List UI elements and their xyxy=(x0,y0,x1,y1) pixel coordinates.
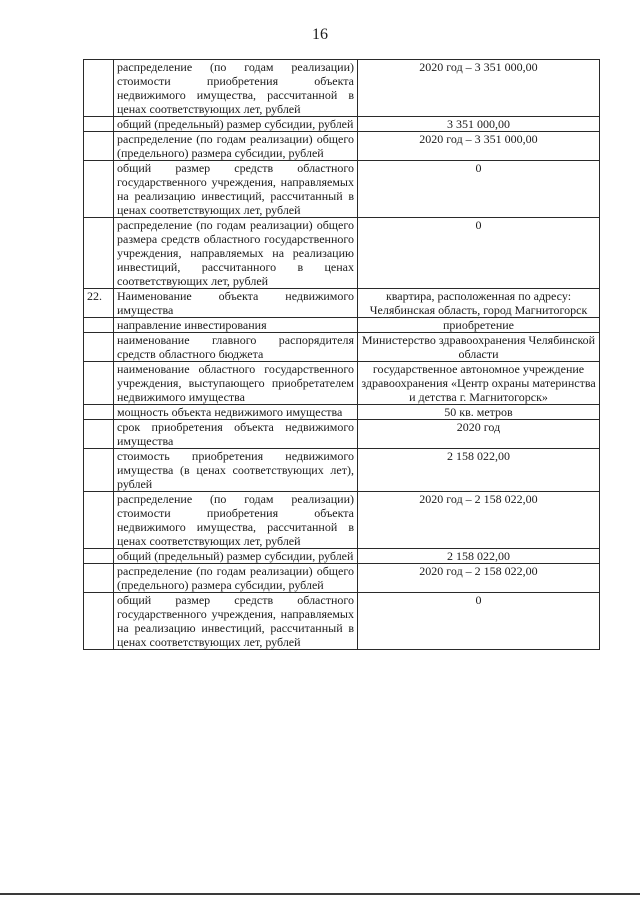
table-row xyxy=(84,318,600,333)
row-label: общий размер средств областного государственного учреждения, направляемых на реализацию инвестиций, рассчитанный в ценах соответствующих лет, рублей xyxy=(114,161,358,218)
row-label: общий (предельный) размер субсидии, рублей xyxy=(114,117,358,132)
row-number xyxy=(84,362,114,405)
investment-table xyxy=(83,59,600,650)
row-number xyxy=(84,117,114,132)
row-value: 3 351 000,00 xyxy=(358,117,600,132)
table-row xyxy=(84,60,600,117)
row-label: общий размер средств областного государственного учреждения, направляемых на реализацию инвестиций, рассчитанный в ценах соответствующих лет, рублей xyxy=(114,593,358,650)
row-number xyxy=(84,593,114,650)
page-bottom-rule xyxy=(0,893,640,895)
row-label: общий (предельный) размер субсидии, рублей xyxy=(114,549,358,564)
row-number xyxy=(84,549,114,564)
row-value: 2020 год – 3 351 000,00 xyxy=(358,60,600,117)
table-row xyxy=(84,117,600,132)
row-number xyxy=(84,333,114,362)
row-number xyxy=(84,132,114,161)
row-number xyxy=(84,492,114,549)
row-number xyxy=(84,449,114,492)
row-value: квартира, расположенная по адресу: Челябинская область, город Магнитогорск xyxy=(358,289,600,318)
row-number xyxy=(84,161,114,218)
row-label: распределение (по годам реализации) общего (предельного) размера субсидии, рублей xyxy=(114,564,358,593)
table-row xyxy=(84,405,600,420)
row-label: наименование областного государственного учреждения, выступающего приобретателем недвижимого имущества xyxy=(114,362,358,405)
row-value: 0 xyxy=(358,161,600,218)
row-value: 2020 год – 3 351 000,00 xyxy=(358,132,600,161)
row-label: направление инвестирования xyxy=(114,318,358,333)
table-row xyxy=(84,132,600,161)
row-label: стоимость приобретения недвижимого имущества (в ценах соответствующих лет), рублей xyxy=(114,449,358,492)
row-label: распределение (по годам реализации) общего (предельного) размера субсидии, рублей xyxy=(114,132,358,161)
table-row xyxy=(84,492,600,549)
row-label: наименование главного распорядителя средств областного бюджета xyxy=(114,333,358,362)
table-row xyxy=(84,362,600,405)
row-value: 2 158 022,00 xyxy=(358,449,600,492)
row-label: Наименование объекта недвижимого имущества xyxy=(114,289,358,318)
row-label: мощность объекта недвижимого имущества xyxy=(114,405,358,420)
row-label: распределение (по годам реализации) стоимости приобретения объекта недвижимого имущества, рассчитанной в ценах соответствующих лет, рублей xyxy=(114,492,358,549)
row-value: 2020 год xyxy=(358,420,600,449)
row-number xyxy=(84,60,114,117)
row-number xyxy=(84,564,114,593)
table-row xyxy=(84,564,600,593)
row-number xyxy=(84,420,114,449)
row-value: государственное автономное учреждение здравоохранения «Центр охраны материнства и детства г. Магнитогорск» xyxy=(358,362,600,405)
row-label: распределение (по годам реализации) стоимости приобретения объекта недвижимого имущества, рассчитанной в ценах соответствующих лет, рублей xyxy=(114,60,358,117)
table-row xyxy=(84,333,600,362)
table-row xyxy=(84,420,600,449)
row-number xyxy=(84,405,114,420)
row-value: приобретение xyxy=(358,318,600,333)
table-row xyxy=(84,549,600,564)
row-label: распределение (по годам реализации) общего размера средств областного государственного учреждения, направляемых на реализацию инвестиций, рассчитанного в ценах соответствующих лет, рублей xyxy=(114,218,358,289)
table-row xyxy=(84,218,600,289)
row-value: 50 кв. метров xyxy=(358,405,600,420)
row-number xyxy=(84,218,114,289)
table-row xyxy=(84,449,600,492)
row-value: 0 xyxy=(358,218,600,289)
row-value: 2 158 022,00 xyxy=(358,549,600,564)
row-value: 0 xyxy=(358,593,600,650)
table-row xyxy=(84,289,600,318)
row-value: 2020 год – 2 158 022,00 xyxy=(358,492,600,549)
row-value: Министерство здравоохранения Челябинской области xyxy=(358,333,600,362)
row-number xyxy=(84,318,114,333)
table-row xyxy=(84,593,600,650)
row-label: срок приобретения объекта недвижимого имущества xyxy=(114,420,358,449)
row-value: 2020 год – 2 158 022,00 xyxy=(358,564,600,593)
row-number: 22. xyxy=(84,289,114,318)
table-row xyxy=(84,161,600,218)
page-number: 16 xyxy=(312,26,328,43)
